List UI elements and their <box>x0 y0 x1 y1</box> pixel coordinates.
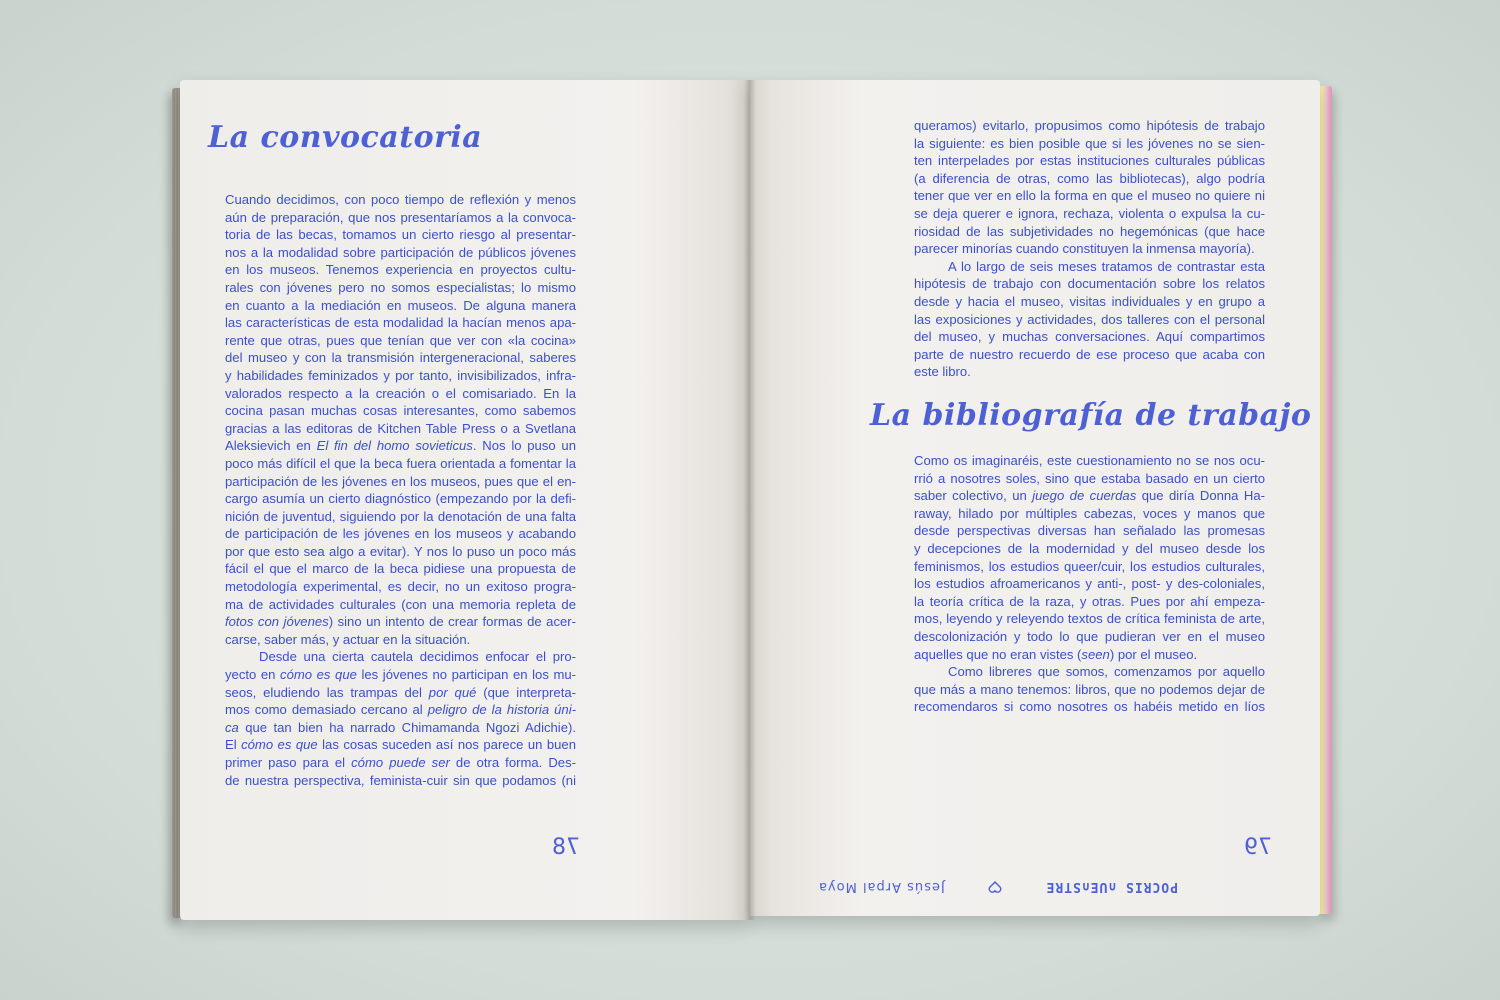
text-line: feminismos, los estudios queer/cuir, los estudios culturales, <box>914 558 1265 574</box>
footer-title: POCRIS ∩UE∩STRE <box>1045 879 1178 895</box>
text-line: aún de preparación, que nos presentaríamos a la convoca- <box>225 209 576 225</box>
text-line: Como os imaginaréis, este cuestionamiento no se nos ocu- <box>914 453 1265 468</box>
text-line: A lo largo de seis meses tratamos de contrastar esta <box>948 258 1265 274</box>
heart-icon <box>988 880 1002 894</box>
text-line: y decepciones de la modernidad y del museo desde los <box>914 540 1265 556</box>
text-line: parecer minorías cuando constituyen la inmensa mayoría). <box>914 241 1255 257</box>
text-line: la siguiente: es bien posible que si les jóvenes no se sien- <box>914 135 1265 151</box>
text-line: nición de juventud, siguiendo por la denotación de una falta <box>225 508 576 524</box>
text-line: Desde una cierta cautela decidimos enfocar el pro- <box>259 649 576 665</box>
text-line: Aleksievich en El fin del homo sovieticus. Nos lo puso un <box>225 438 576 454</box>
text-line: ca que tan bien ha narrado Chimamanda Ngozi Adichie). <box>225 719 576 735</box>
text-line: Como libreres que somos, comenzamos por aquello <box>948 664 1265 680</box>
text-line: de participación de les jóvenes en los museos y acabando <box>225 526 576 542</box>
text-line: riosidad de las subjetividades no hegemónicas (que hace <box>914 223 1265 239</box>
book-gutter <box>744 80 756 920</box>
text-line: primer paso para el cómo puede ser de otra forma. Des- <box>225 755 576 770</box>
text-line: poco más difícil el que la beca fuera orientada a fomentar la <box>225 455 576 471</box>
text-line: yecto en cómo es que les jóvenes no participan en los mu- <box>225 667 576 683</box>
paragraph <box>914 258 1265 381</box>
text-line: El cómo es que las cosas suceden así nos parece un buen <box>225 737 576 753</box>
text-line: participación de les jóvenes en los museos, pues que el en- <box>225 473 576 489</box>
show-through-text <box>470 120 610 180</box>
text-line: valorados respecto a la creación o el comisariado. En la <box>225 385 576 401</box>
text-line: en los museos. Tenemos experiencia en proyectos cultu- <box>225 262 576 278</box>
text-line: fácil el que el marco de la beca pidiese una propuesta de <box>225 561 576 577</box>
text-line: los estudios afroamericanos y anti-, post- y des-coloniales, <box>914 576 1265 592</box>
text-line: queramos) evitarlo, propusimos como hipótesis de trabajo <box>914 118 1265 133</box>
text-line: parte de nuestro recuerdo de ese proceso que acaba con <box>914 346 1265 362</box>
paragraph <box>914 452 1265 663</box>
left-page-number: 78 <box>552 835 580 860</box>
text-line: fotos con jóvenes) sino un intento de crear formas de acer- <box>225 614 577 630</box>
text-line: tener que ver en ello la forma en que el museo no quiere ni <box>914 188 1265 204</box>
text-line: toria de las becas, tomamos un cierto riesgo al presentar- <box>225 227 576 243</box>
text-line: del museo, y muchas conversaciones. Aquí compartimos <box>914 329 1265 345</box>
footer-author: Jesús Arpal Moya <box>818 879 945 895</box>
text-line: rente que otras, pues que tenían que ver con «la cocina» <box>225 332 576 348</box>
text-line: desde y hacia el museo, visitas individuales y en grupo a <box>914 293 1265 309</box>
left-page-body <box>225 191 576 789</box>
text-line: que más a mano tenemos: libros, que no podemos dejar de <box>914 681 1265 697</box>
text-line: mos como demasiado cercano al peligro de la historia úni- <box>225 702 576 718</box>
text-line: las características de esta modalidad la hacían menos apa- <box>225 315 576 331</box>
text-line: en cuanto a la mediación en museos. De alguna manera <box>225 297 576 313</box>
text-line: descolonización y todo lo que pudieran ver en el museo <box>914 628 1265 644</box>
text-line: recomendaros si como nosotres os habéis metido en líos <box>914 699 1265 715</box>
paragraph <box>914 117 1265 258</box>
text-line: Cuando decidimos, con poco tiempo de reflexión y menos <box>225 192 576 207</box>
text-line: saber colectivo, un juego de cuerdas que diría Donna Ha- <box>914 488 1265 504</box>
text-line: cargo asumía un cierto diagnóstico (empezando por la defi- <box>225 491 576 507</box>
right-page-edges <box>1318 86 1332 914</box>
text-line: se deja querer e ignora, rechaza, violenta o expulsa la cu- <box>914 205 1265 221</box>
text-line: desde perspectivas diversas han señalado las promesas <box>914 523 1265 539</box>
text-line: la teoría crítica de la raza, y otras. Pues por ahí empeza- <box>914 593 1265 609</box>
text-line: nos a la modalidad sobre participación de públicos jóvenes <box>225 244 576 260</box>
text-line: cocina pasan muchas cosas interesantes, como sabemos <box>225 403 576 419</box>
paragraph <box>225 191 576 648</box>
text-line: mos, leyendo y releyendo textos de crítica feminista de arte, <box>914 611 1265 627</box>
text-line: rrió a nosotres soles, sino que estaba basado en un cierto <box>914 470 1265 486</box>
text-line: metodología experimental, es decir, no un exitoso progra- <box>225 579 576 595</box>
text-line: (a diferencia de otras, como las bibliotecas), algo podría <box>914 170 1265 186</box>
paragraph <box>225 648 576 789</box>
right-page-body <box>914 452 1265 716</box>
text-line: las exposiciones y actividades, dos talleres con el personal <box>914 311 1265 327</box>
text-line: hipótesis de trabajo con documentación sobre los relatos <box>914 276 1265 292</box>
left-page-heading: La convocatoria <box>208 120 483 155</box>
text-line: ma de actividades culturales (con una memoria repleta de <box>225 596 576 612</box>
text-line: ten interpelades por estas instituciones culturales públicas <box>914 153 1265 169</box>
text-line: gracias a las editoras de Kitchen Table Press o a Svetlana <box>225 420 576 436</box>
running-footer <box>818 877 1178 897</box>
text-line: carse, saber más, y actuar en la situación. <box>225 631 471 647</box>
text-line: este libro. <box>914 364 971 380</box>
text-line: raway, hilado por múltiples cabezas, voces y manos que <box>914 505 1265 521</box>
right-page-intro <box>914 117 1265 381</box>
right-page-heading: La bibliografía de trabajo <box>870 398 1312 433</box>
text-line: de nuestra perspectiva, feminista-cuir sin que podamos (ni <box>225 772 576 788</box>
right-page-number: 79 <box>1244 835 1272 860</box>
paragraph <box>914 663 1265 716</box>
text-line: y habilidades feminizados y por tanto, invisibilizados, infra- <box>225 367 576 383</box>
text-line: aquelles que no eran vistes (seen) por el museo. <box>914 646 1198 662</box>
text-line: por que esto sea algo a evitar). Y nos lo puso un poco más <box>225 543 576 559</box>
text-line: del museo y con la transmisión intergeneracional, saberes <box>225 350 576 366</box>
text-line: seos, eludiendo las trampas del por qué (que interpreta- <box>225 684 576 700</box>
text-line: rales con jóvenes pero no somos especialistas; lo mismo <box>225 279 576 295</box>
